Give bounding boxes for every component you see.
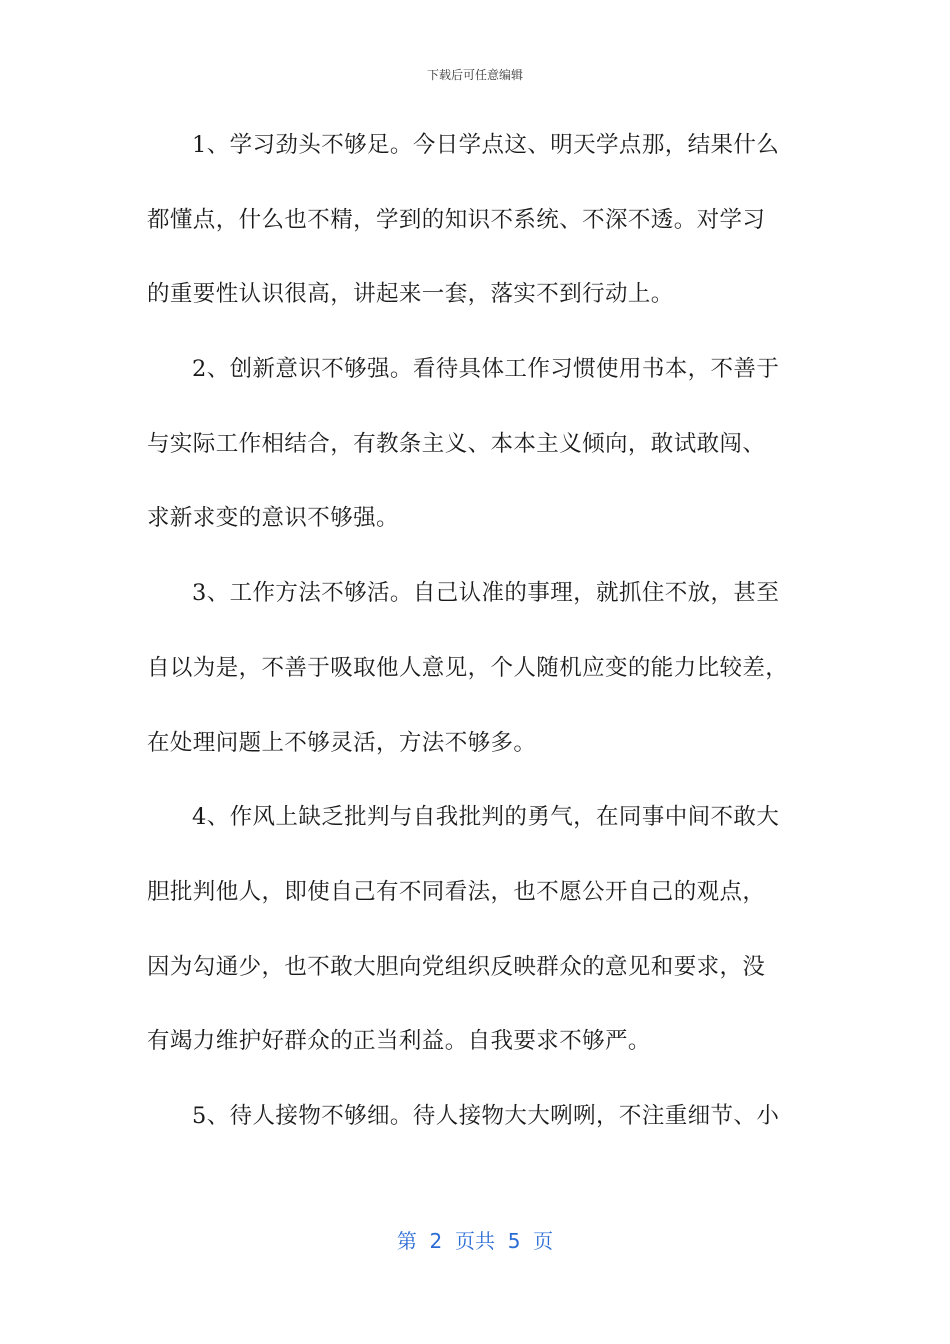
text-line: 5、待人接物不够细。待人接物大大咧咧，不注重细节、小 — [192, 1102, 780, 1129]
text-line: 的重要性认识很高，讲起来一套，落实不到行动上。 — [147, 281, 674, 308]
text-line: 在处理问题上不够灵活，方法不够多。 — [147, 729, 537, 756]
text-line: 胆批判他人，即使自己有不同看法，也不愿公开自己的观点， — [147, 878, 766, 905]
text-line: 3、工作方法不够活。自己认准的事理，就抓住不放，甚至 — [192, 580, 780, 607]
document-body — [147, 122, 807, 1168]
page-header-note: 下载后可任意编辑 — [426, 68, 523, 82]
text-line: 与实际工作相结合，有教条主义、本本主义倾向，敢试敢闯、 — [147, 430, 766, 457]
text-line: 有竭力维护好群众的正当利益。自我要求不够严。 — [147, 1028, 651, 1055]
text-line: 自以为是，不善于吸取他人意见，个人随机应变的能力比较差， — [147, 654, 789, 681]
text-line: 求新求变的意识不够强。 — [147, 505, 399, 532]
text-line: 2、创新意识不够强。看待具体工作习惯使用书本，不善于 — [192, 356, 780, 383]
text-line: 都懂点，什么也不精，学到的知识不系统、不深不透。对学习 — [147, 206, 766, 233]
text-line: 4、作风上缺乏批判与自我批判的勇气，在同事中间不敢大 — [192, 804, 780, 831]
page-number-footer: 第 2 页共 5 页 — [396, 1229, 554, 1253]
text-line: 1、学习劲头不够足。今日学点这、明天学点那，结果什么 — [192, 132, 780, 158]
text-line: 因为勾通少，也不敢大胆向党组织反映群众的意见和要求，没 — [147, 953, 766, 980]
